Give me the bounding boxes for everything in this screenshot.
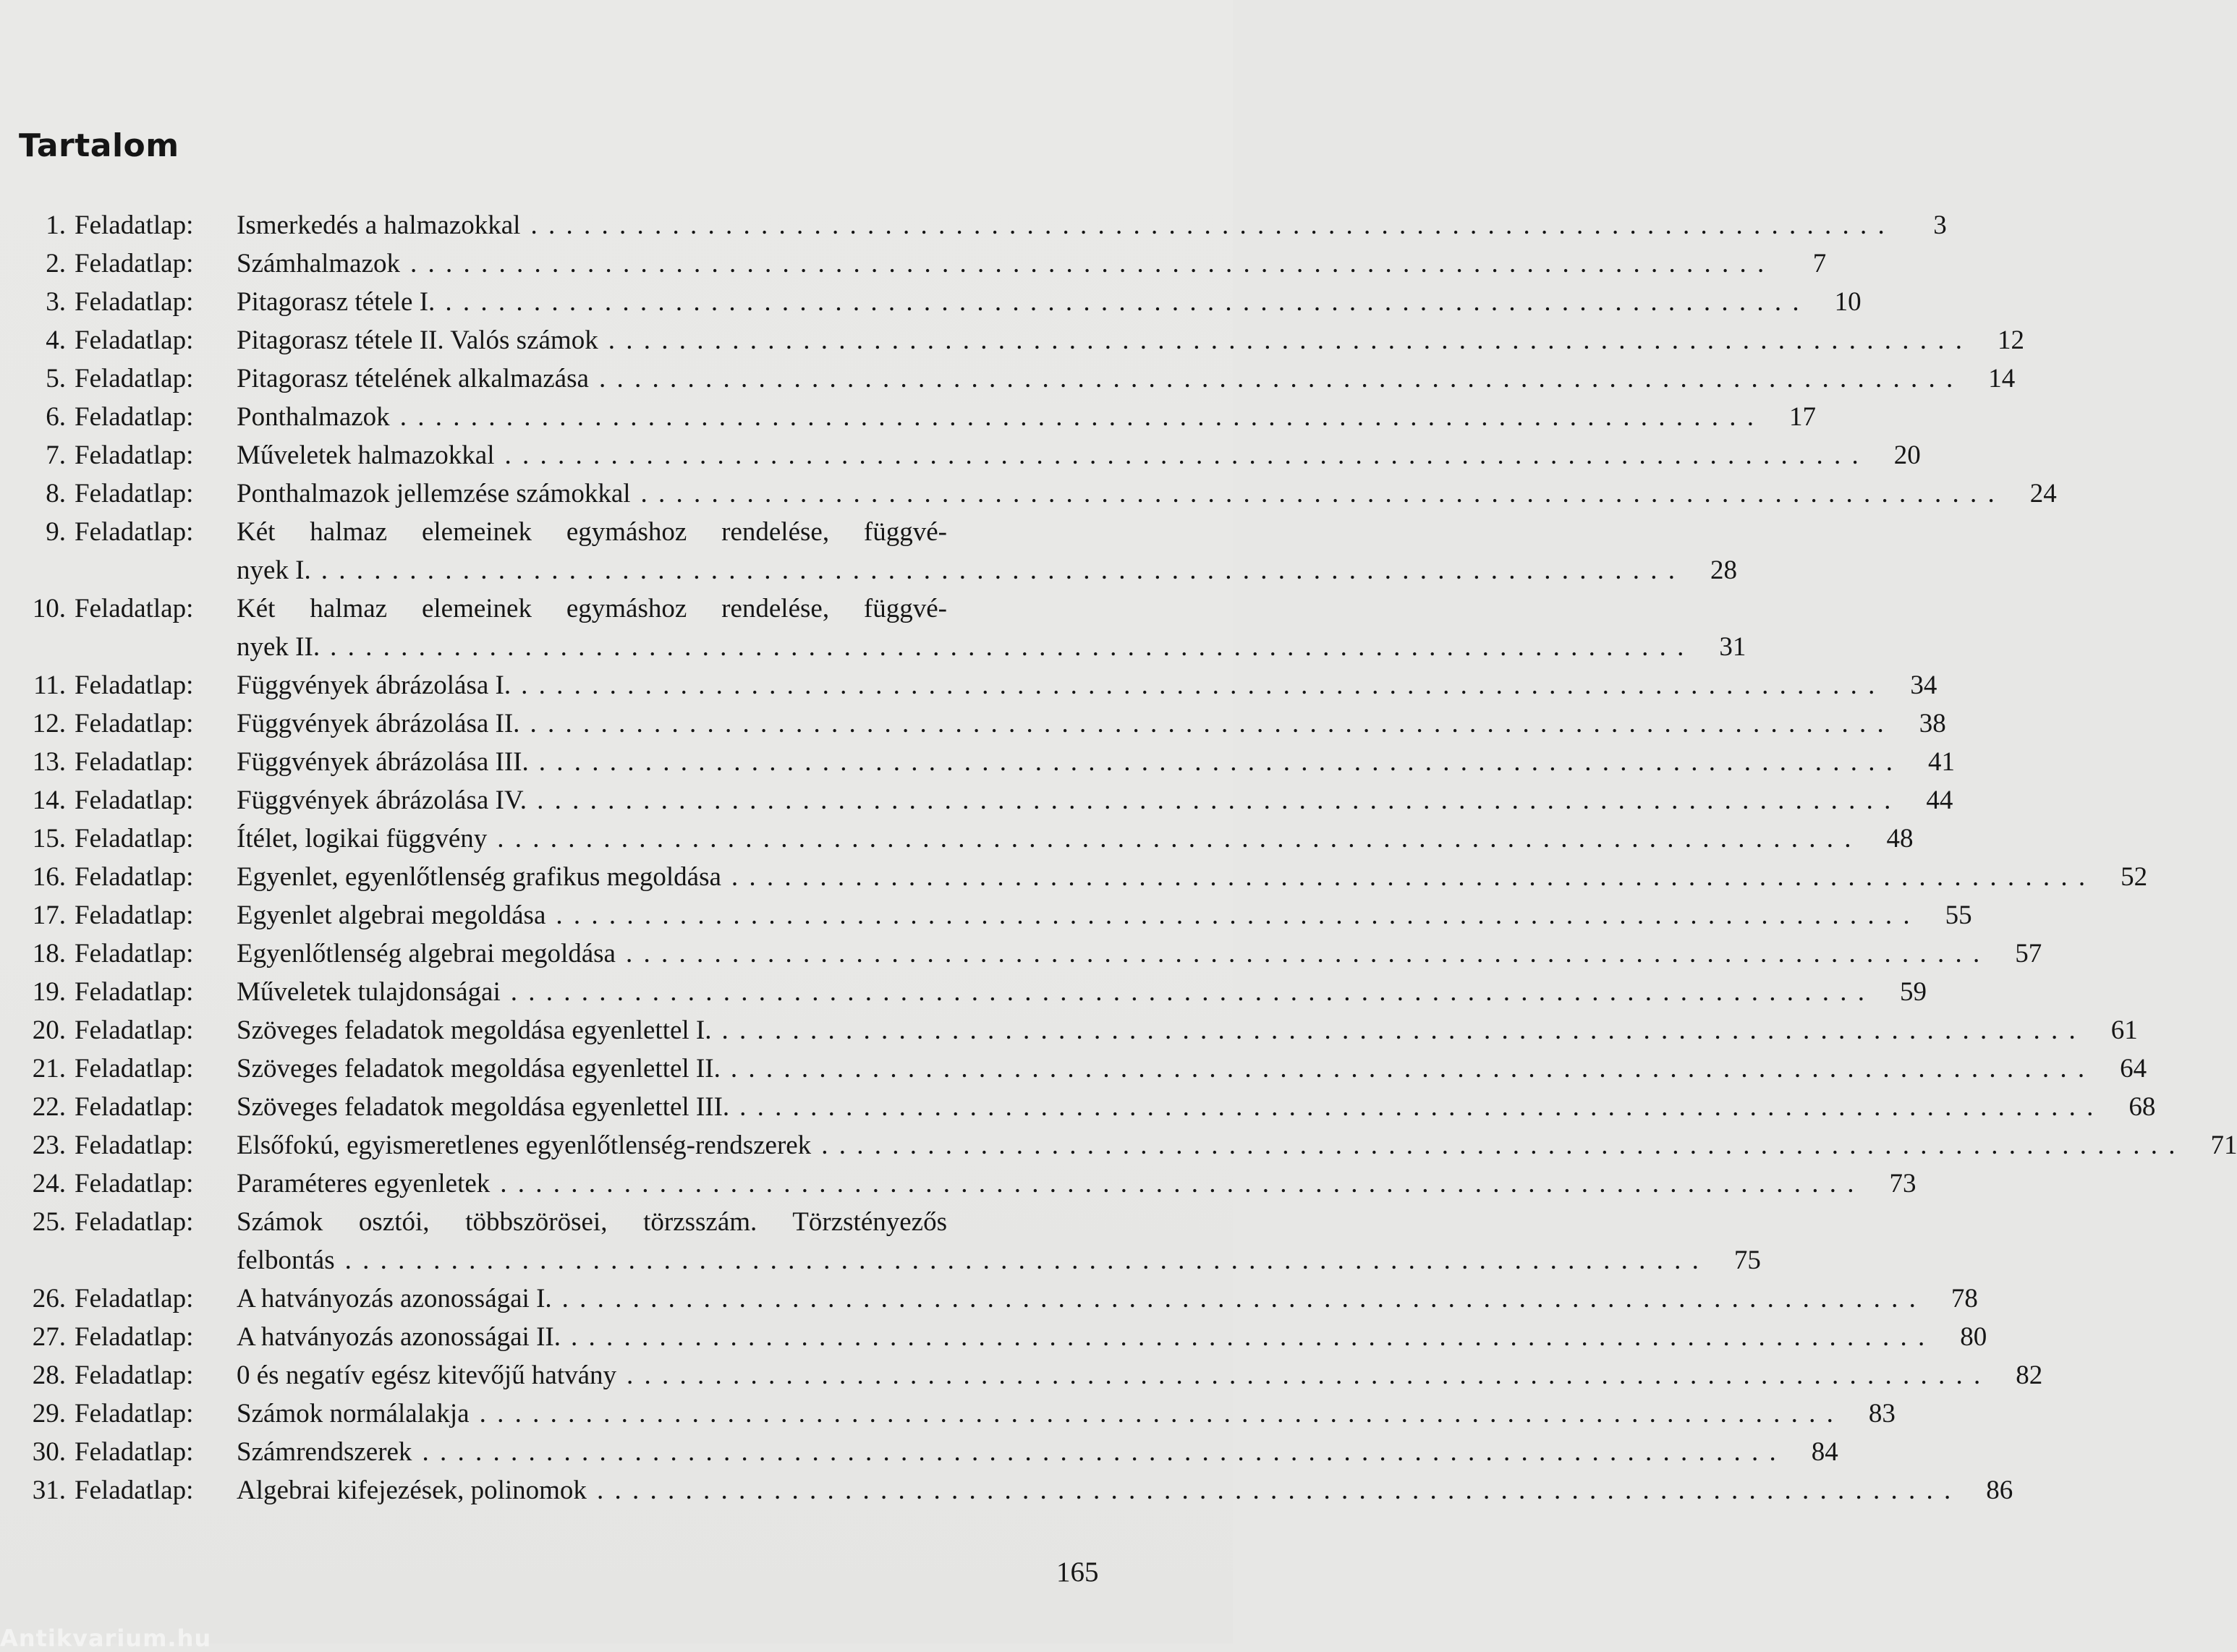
- dot-leader: . . . . . . . . . . . . . . . . . . . . . . . . . . . . . . . . . . . . . . . . . . . . . . . . . . . . . . . . . . . . . . . . . . . . . . . . . . . . .: [399, 402, 1756, 432]
- toc-entry[interactable]: [0, 474, 2057, 513]
- entry-line: [237, 666, 1937, 704]
- entry-page: 12: [1997, 325, 2024, 355]
- dot-leader: . . . . . . . . . . . . . . . . . . . . . . . . . . . . . . . . . . . . . . . . . . . . . . . . . . . . . . . . . . . . . . . . . . . . . . . . . . . . .: [422, 1437, 1778, 1467]
- entry-number: 14.: [32, 785, 66, 815]
- entry-line: [237, 1433, 1838, 1471]
- entry-number: 13.: [32, 747, 66, 777]
- entry-page: 20: [1893, 440, 1921, 470]
- entry-page: 61: [2110, 1016, 2138, 1045]
- entry-number: 21.: [32, 1054, 66, 1083]
- dot-leader: . . . . . . . . . . . . . . . . . . . . . . . . . . . . . . . . . . . . . . . . . . . . . . . . . . . . . . . . . . . . . . . . . . . . . . . . . . . . .: [608, 325, 1964, 355]
- entry-prefix: Feladatlap:: [75, 900, 194, 930]
- entry-body: [237, 1203, 1761, 1280]
- entry-line: [237, 973, 1927, 1011]
- entry-prefix: Feladatlap:: [75, 824, 194, 853]
- entry-line: [237, 1165, 1916, 1203]
- entry-number: 9.: [46, 517, 66, 547]
- entry-number: 28.: [32, 1361, 66, 1390]
- entry-prefix: Feladatlap:: [75, 1361, 194, 1390]
- entry-body: [237, 934, 2042, 973]
- entry-body: [237, 858, 2148, 896]
- entry-title: Szöveges feladatok megoldása egyenlettel III.: [237, 1092, 730, 1122]
- entry-body: [237, 1165, 1916, 1203]
- entry-number: 8.: [46, 479, 66, 508]
- entry-line: [237, 321, 2024, 359]
- entry-title: Ítélet, logikai függvény: [237, 824, 488, 853]
- dot-leader: . . . . . . . . . . . . . . . . . . . . . . . . . . . . . . . . . . . . . . . . . . . . . . . . . . . . . . . . . . . . . . . . . . . . . . . . . . . . .: [627, 1361, 1983, 1390]
- toc-entry[interactable]: [0, 896, 1972, 934]
- entry-line: [237, 513, 1047, 551]
- entry-prefix: Feladatlap:: [75, 785, 194, 815]
- entry-prefix: Feladatlap:: [75, 402, 194, 432]
- entry-body: [237, 1395, 1896, 1433]
- dot-leader: . . . . . . . . . . . . . . . . . . . . . . . . . . . . . . . . . . . . . . . . . . . . . . . . . . . . . . . . . . . . . . . . . . . . . . . . . . . . .: [504, 440, 1861, 470]
- entry-body: [237, 1318, 1987, 1356]
- entry-title: Egyenlőtlenség algebrai megoldása: [237, 939, 616, 968]
- entry-number: 6.: [46, 402, 66, 432]
- toc-entry[interactable]: [0, 206, 1947, 244]
- toc-entry[interactable]: [0, 1395, 1896, 1433]
- entry-title: A hatványozás azonosságai I.: [237, 1284, 552, 1313]
- entry-title: nyek I.: [237, 555, 311, 585]
- toc-entry[interactable]: [0, 1280, 1978, 1318]
- entry-number: 11.: [33, 670, 66, 700]
- entry-page: 68: [2128, 1092, 2156, 1122]
- entry-line: [237, 1318, 1987, 1356]
- entry-number: 3.: [46, 287, 66, 317]
- toc-entry[interactable]: [0, 704, 1946, 743]
- entry-number: 31.: [32, 1476, 66, 1505]
- entry-line: [237, 704, 1946, 743]
- entry-number: 17.: [32, 900, 66, 930]
- entry-prefix: Feladatlap:: [75, 747, 194, 777]
- entry-title: Ponthalmazok: [237, 402, 390, 432]
- dot-leader: . . . . . . . . . . . . . . . . . . . . . . . . . . . . . . . . . . . . . . . . . . . . . . . . . . . . . . . . . . . . . . . . . . . . . . . . . . . . .: [500, 1169, 1856, 1198]
- entry-line: [237, 1280, 1978, 1318]
- entry-page: 86: [1986, 1476, 2013, 1505]
- entry-body: [237, 206, 1947, 244]
- toc-entry[interactable]: [0, 1088, 2156, 1126]
- entry-body: [237, 1088, 2156, 1126]
- entry-prefix: Feladatlap:: [75, 709, 194, 738]
- entry-title: Függvények ábrázolása IV.: [237, 785, 527, 815]
- entry-line: [237, 206, 1947, 244]
- entry-body: [237, 1471, 2013, 1510]
- entry-page: 41: [1928, 747, 1955, 777]
- dot-leader: . . . . . . . . . . . . . . . . . . . . . . . . . . . . . . . . . . . . . . . . . . . . . . . . . . . . . . . . . . . . . . . . . . . . . . . . . . . . .: [640, 479, 1997, 508]
- entry-body: [237, 781, 1953, 819]
- entry-title: Ponthalmazok jellemzése számokkal: [237, 479, 631, 508]
- entry-page: 31: [1719, 632, 1746, 662]
- entry-page: 7: [1812, 249, 1827, 278]
- toc-entry[interactable]: [0, 1165, 1916, 1203]
- page-number: 165: [1056, 1557, 1099, 1588]
- entry-prefix: Feladatlap:: [75, 1399, 194, 1429]
- entry-title: Függvények ábrázolása III.: [237, 747, 529, 777]
- entry-title: Ismerkedés a halmazokkal: [237, 210, 521, 240]
- entry-number: 1.: [46, 210, 66, 240]
- entry-line: [237, 1126, 2237, 1165]
- dot-leader: . . . . . . . . . . . . . . . . . . . . . . . . . . . . . . . . . . . . . . . . . . . . . . . . . . . . . . . . . . . . . . . . . . . . . . . . . . . . .: [570, 1322, 1927, 1352]
- entry-prefix: Feladatlap:: [75, 1284, 194, 1313]
- toc-entry[interactable]: [0, 283, 1862, 321]
- entry-prefix: Feladatlap:: [75, 1476, 194, 1505]
- entry-page: 80: [1960, 1322, 1987, 1352]
- entry-line: [237, 1088, 2156, 1126]
- dot-leader: . . . . . . . . . . . . . . . . . . . . . . . . . . . . . . . . . . . . . . . . . . . . . . . . . . . . . . . . . . . . . . . . . . . . . . . . . . . . .: [730, 1054, 2087, 1083]
- entry-body: [237, 359, 2016, 398]
- entry-page: 84: [1811, 1437, 1838, 1467]
- entry-number: 30.: [32, 1437, 66, 1467]
- dot-leader: . . . . . . . . . . . . . . . . . . . . . . . . . . . . . . . . . . . . . . . . . . . . . . . . . . . . . . . . . . . . . . . . . . . . . . . . . . . . .: [330, 632, 1686, 662]
- toc-entry[interactable]: [0, 1126, 2237, 1165]
- toc-entry[interactable]: [0, 589, 1746, 666]
- entry-title: nyek II.: [237, 632, 321, 662]
- dot-leader: . . . . . . . . . . . . . . . . . . . . . . . . . . . . . . . . . . . . . . . . . . . . . . . . . . . . . . . . . . . . . . . . . . . . . . . . . . . . .: [521, 670, 1877, 700]
- toc-entry[interactable]: [0, 513, 1737, 589]
- dot-leader: . . . . . . . . . . . . . . . . . . . . . . . . . . . . . . . . . . . . . . . . . . . . . . . . . . . . . . . . . . . . . . . . . . . . . . . . . . . . .: [445, 287, 1801, 317]
- entry-line: [237, 1203, 1047, 1241]
- entry-page: 48: [1886, 824, 1914, 853]
- entry-body: [237, 1049, 2147, 1088]
- entry-number: 4.: [46, 325, 66, 355]
- entry-page: 3: [1933, 210, 1947, 240]
- entry-line: [237, 743, 1955, 781]
- entry-line: [237, 896, 1972, 934]
- entry-line: [237, 1471, 2013, 1510]
- entry-number: 23.: [32, 1131, 66, 1160]
- entry-number: 25.: [32, 1207, 66, 1237]
- watermark-text: Antikvarium.hu: [0, 1625, 212, 1652]
- dot-leader: . . . . . . . . . . . . . . . . . . . . . . . . . . . . . . . . . . . . . . . . . . . . . . . . . . . . . . . . . . . . . . . . . . . . . . . . . . . . .: [344, 1246, 1701, 1275]
- entry-page: 17: [1788, 402, 1816, 432]
- entry-title: Függvények ábrázolása I.: [237, 670, 512, 700]
- entry-number: 7.: [46, 440, 66, 470]
- entry-body: [237, 1126, 2237, 1165]
- entry-title: Számrendszerek: [237, 1437, 412, 1467]
- entry-number: 16.: [32, 862, 66, 892]
- dot-leader: . . . . . . . . . . . . . . . . . . . . . . . . . . . . . . . . . . . . . . . . . . . . . . . . . . . . . . . . . . . . . . . . . . . . . . . . . . . . .: [625, 939, 1982, 968]
- entry-prefix: Feladatlap:: [75, 440, 194, 470]
- entry-prefix: Feladatlap:: [75, 1131, 194, 1160]
- entry-page: 24: [2029, 479, 2057, 508]
- entry-number: 20.: [32, 1016, 66, 1045]
- entry-body: [237, 1433, 1838, 1471]
- entry-title: Egyenlet algebrai megoldása: [237, 900, 546, 930]
- toc-entry[interactable]: [0, 398, 1816, 436]
- entry-line: [237, 551, 1737, 589]
- toc-entry[interactable]: [0, 1471, 2013, 1510]
- toc-entry[interactable]: [0, 973, 1927, 1011]
- entry-number: 12.: [32, 709, 66, 738]
- entry-prefix: Feladatlap:: [75, 325, 194, 355]
- toc-entry[interactable]: [0, 666, 1937, 704]
- entry-line: [237, 398, 1816, 436]
- entry-page: 44: [1926, 785, 1953, 815]
- entry-number: 26.: [32, 1284, 66, 1313]
- entry-page: 83: [1868, 1399, 1896, 1429]
- dot-leader: . . . . . . . . . . . . . . . . . . . . . . . . . . . . . . . . . . . . . . . . . . . . . . . . . . . . . . . . . . . . . . . . . . . . . . . . . . . . .: [821, 1131, 2178, 1160]
- entry-body: [237, 1011, 2138, 1049]
- entry-prefix: Feladatlap:: [75, 210, 194, 240]
- entry-title: Algebrai kifejezések, polinomok: [237, 1476, 587, 1505]
- entry-title: felbontás: [237, 1246, 335, 1275]
- page-title: Tartalom: [19, 127, 179, 164]
- entry-page: 28: [1710, 555, 1737, 585]
- entry-page: 14: [1988, 364, 2016, 393]
- entry-title: Elsőfokú, egyismeretlenes egyenlőtlenség-rendszerek: [237, 1131, 812, 1160]
- toc-entry[interactable]: [0, 1011, 2138, 1049]
- entry-body: [237, 743, 1955, 781]
- dot-leader: . . . . . . . . . . . . . . . . . . . . . . . . . . . . . . . . . . . . . . . . . . . . . . . . . . . . . . . . . . . . . . . . . . . . . . . . . . . . .: [510, 977, 1867, 1007]
- entry-number: 19.: [32, 977, 66, 1007]
- entry-title: Számhalmazok: [237, 249, 401, 278]
- entry-title: Egyenlet, egyenlőtlenség grafikus megoldása: [237, 862, 721, 892]
- dot-leader: . . . . . . . . . . . . . . . . . . . . . . . . . . . . . . . . . . . . . . . . . . . . . . . . . . . . . . . . . . . . . . . . . . . . . . . . . . . . .: [479, 1399, 1835, 1429]
- entry-line: [237, 819, 1914, 858]
- entry-number: 10.: [32, 594, 66, 623]
- dot-leader: . . . . . . . . . . . . . . . . . . . . . . . . . . . . . . . . . . . . . . . . . . . . . . . . . . . . . . . . . . . . . . . . . . . . . . . . . . . . .: [739, 1092, 2096, 1122]
- entry-body: [237, 513, 1737, 589]
- entry-title: Számok osztói, többszörösei, törzsszám. Törzstényezős: [237, 1207, 947, 1237]
- entry-body: [237, 589, 1746, 666]
- toc-entry[interactable]: [0, 359, 2016, 398]
- entry-title: Szöveges feladatok megoldása egyenlettel I.: [237, 1016, 712, 1045]
- toc-entry[interactable]: [0, 321, 2024, 359]
- entry-page: 55: [1945, 900, 1972, 930]
- entry-prefix: Feladatlap:: [75, 594, 194, 623]
- entry-number: 2.: [46, 249, 66, 278]
- entry-title: Pitagorasz tétele II. Valós számok: [237, 325, 598, 355]
- entry-line: [237, 436, 1921, 474]
- entry-line: [237, 589, 1047, 628]
- entry-body: [237, 244, 1827, 283]
- entry-title: Műveletek tulajdonságai: [237, 977, 501, 1007]
- dot-leader: . . . . . . . . . . . . . . . . . . . . . . . . . . . . . . . . . . . . . . . . . . . . . . . . . . . . . . . . . . . . . . . . . . . . . . . . . . . . .: [561, 1284, 1918, 1313]
- entry-page: 75: [1733, 1246, 1761, 1275]
- entry-title: Paraméteres egyenletek: [237, 1169, 491, 1198]
- entry-line: [237, 934, 2042, 973]
- entry-line: [237, 858, 2148, 896]
- entry-prefix: Feladatlap:: [75, 249, 194, 278]
- entry-body: [237, 819, 1914, 858]
- entry-page: 82: [2016, 1361, 2043, 1390]
- dot-leader: . . . . . . . . . . . . . . . . . . . . . . . . . . . . . . . . . . . . . . . . . . . . . . . . . . . . . . . . . . . . . . . . . . . . . . . . . . . . .: [410, 249, 1767, 278]
- dot-leader: . . . . . . . . . . . . . . . . . . . . . . . . . . . . . . . . . . . . . . . . . . . . . . . . . . . . . . . . . . . . . . . . . . . . . . . . . . . . .: [538, 747, 1895, 777]
- entry-page: 59: [1900, 977, 1927, 1007]
- entry-body: [237, 474, 2057, 513]
- entry-line: [237, 1241, 1761, 1280]
- entry-page: 71: [2210, 1131, 2237, 1160]
- entry-prefix: Feladatlap:: [75, 364, 194, 393]
- entry-prefix: Feladatlap:: [75, 670, 194, 700]
- dot-leader: . . . . . . . . . . . . . . . . . . . . . . . . . . . . . . . . . . . . . . . . . . . . . . . . . . . . . . . . . . . . . . . . . . . . . . . . . . . . .: [321, 555, 1677, 585]
- toc-entry[interactable]: [0, 819, 1914, 858]
- entry-body: [237, 896, 1972, 934]
- entry-title: Számok normálalakja: [237, 1399, 470, 1429]
- toc-entry[interactable]: [0, 781, 1953, 819]
- entry-number: 22.: [32, 1092, 66, 1122]
- toc-entry[interactable]: [0, 436, 1921, 474]
- dot-leader: . . . . . . . . . . . . . . . . . . . . . . . . . . . . . . . . . . . . . . . . . . . . . . . . . . . . . . . . . . . . . . . . . . . . . . . . . . . . .: [537, 785, 1893, 815]
- entry-prefix: Feladatlap:: [75, 1016, 194, 1045]
- entry-prefix: Feladatlap:: [75, 517, 194, 547]
- entry-page: 78: [1951, 1284, 1978, 1313]
- dot-leader: . . . . . . . . . . . . . . . . . . . . . . . . . . . . . . . . . . . . . . . . . . . . . . . . . . . . . . . . . . . . . . . . . . . . . . . . . . . . .: [596, 1476, 1953, 1505]
- dot-leader: . . . . . . . . . . . . . . . . . . . . . . . . . . . . . . . . . . . . . . . . . . . . . . . . . . . . . . . . . . . . . . . . . . . . . . . . . . . . .: [497, 824, 1854, 853]
- toc-entry[interactable]: [0, 934, 2042, 973]
- entry-line: [237, 1395, 1896, 1433]
- toc-entry[interactable]: [0, 743, 1955, 781]
- entry-body: [237, 1356, 2043, 1395]
- entry-body: [237, 1280, 1978, 1318]
- entry-line: [237, 1356, 2043, 1395]
- entry-prefix: Feladatlap:: [75, 1437, 194, 1467]
- entry-page: 38: [1919, 709, 1946, 738]
- entry-page: 73: [1889, 1169, 1916, 1198]
- toc-entry[interactable]: [0, 1318, 1987, 1356]
- entry-prefix: Feladatlap:: [75, 479, 194, 508]
- entry-title: 0 és negatív egész kitevőjű hatvány: [237, 1361, 617, 1390]
- toc-entry[interactable]: [0, 1433, 1838, 1471]
- entry-prefix: Feladatlap:: [75, 1092, 194, 1122]
- dot-leader: . . . . . . . . . . . . . . . . . . . . . . . . . . . . . . . . . . . . . . . . . . . . . . . . . . . . . . . . . . . . . . . . . . . . . . . . . . . . .: [721, 1016, 2078, 1045]
- toc-entry[interactable]: [0, 1049, 2147, 1088]
- entry-line: [237, 1049, 2147, 1088]
- entry-page: 10: [1834, 287, 1862, 317]
- entry-number: 29.: [32, 1399, 66, 1429]
- entry-body: [237, 321, 2024, 359]
- entry-prefix: Feladatlap:: [75, 287, 194, 317]
- entry-number: 15.: [32, 824, 66, 853]
- entry-prefix: Feladatlap:: [75, 977, 194, 1007]
- entry-number: 27.: [32, 1322, 66, 1352]
- entry-body: [237, 398, 1816, 436]
- entry-line: [237, 628, 1746, 666]
- dot-leader: . . . . . . . . . . . . . . . . . . . . . . . . . . . . . . . . . . . . . . . . . . . . . . . . . . . . . . . . . . . . . . . . . . . . . . . . . . . . .: [556, 900, 1912, 930]
- entry-prefix: Feladatlap:: [75, 1322, 194, 1352]
- dot-leader: . . . . . . . . . . . . . . . . . . . . . . . . . . . . . . . . . . . . . . . . . . . . . . . . . . . . . . . . . . . . . . . . . . . . . . . . . . . . .: [530, 709, 1886, 738]
- toc-entry[interactable]: [0, 244, 1827, 283]
- entry-page: 52: [2121, 862, 2148, 892]
- entry-title: Szöveges feladatok megoldása egyenlettel II.: [237, 1054, 721, 1083]
- entry-body: [237, 973, 1927, 1011]
- entry-line: [237, 474, 2057, 513]
- entry-line: [237, 1011, 2138, 1049]
- entry-prefix: Feladatlap:: [75, 1054, 194, 1083]
- entry-prefix: Feladatlap:: [75, 1207, 194, 1237]
- entry-body: [237, 666, 1937, 704]
- dot-leader: . . . . . . . . . . . . . . . . . . . . . . . . . . . . . . . . . . . . . . . . . . . . . . . . . . . . . . . . . . . . . . . . . . . . . . . . . . . . .: [598, 364, 1956, 393]
- entry-body: [237, 283, 1862, 321]
- dot-leader: . . . . . . . . . . . . . . . . . . . . . . . . . . . . . . . . . . . . . . . . . . . . . . . . . . . . . . . . . . . . . . . . . . . . . . . . . . . . .: [731, 862, 2088, 892]
- dot-leader: . . . . . . . . . . . . . . . . . . . . . . . . . . . . . . . . . . . . . . . . . . . . . . . . . . . . . . . . . . . . . . . . . . . . . . . . . . . . .: [530, 210, 1887, 240]
- entry-page: 57: [2015, 939, 2042, 968]
- toc-entry[interactable]: [0, 1203, 1761, 1280]
- entry-title: Pitagorasz tétele I.: [237, 287, 436, 317]
- entry-prefix: Feladatlap:: [75, 1169, 194, 1198]
- entry-title: Függvények ábrázolása II.: [237, 709, 520, 738]
- toc-entry[interactable]: [0, 1356, 2043, 1395]
- entry-number: 5.: [46, 364, 66, 393]
- entry-body: [237, 704, 1946, 743]
- table-of-contents: [0, 206, 2237, 1510]
- entry-title: Két halmaz elemeinek egymáshoz rendelése, függvé-: [237, 594, 947, 623]
- entry-title: Műveletek halmazokkal: [237, 440, 495, 470]
- entry-line: [237, 244, 1827, 283]
- toc-entry[interactable]: [0, 858, 2148, 896]
- entry-title: A hatványozás azonosságai II.: [237, 1322, 561, 1352]
- entry-page: 34: [1910, 670, 1937, 700]
- entry-line: [237, 781, 1953, 819]
- entry-number: 18.: [32, 939, 66, 968]
- entry-page: 64: [2120, 1054, 2147, 1083]
- entry-prefix: Feladatlap:: [75, 939, 194, 968]
- entry-number: 24.: [32, 1169, 66, 1198]
- entry-title: Pitagorasz tételének alkalmazása: [237, 364, 589, 393]
- entry-title: Két halmaz elemeinek egymáshoz rendelése, függvé-: [237, 517, 947, 547]
- entry-body: [237, 436, 1921, 474]
- entry-prefix: Feladatlap:: [75, 862, 194, 892]
- entry-line: [237, 283, 1862, 321]
- entry-line: [237, 359, 2016, 398]
